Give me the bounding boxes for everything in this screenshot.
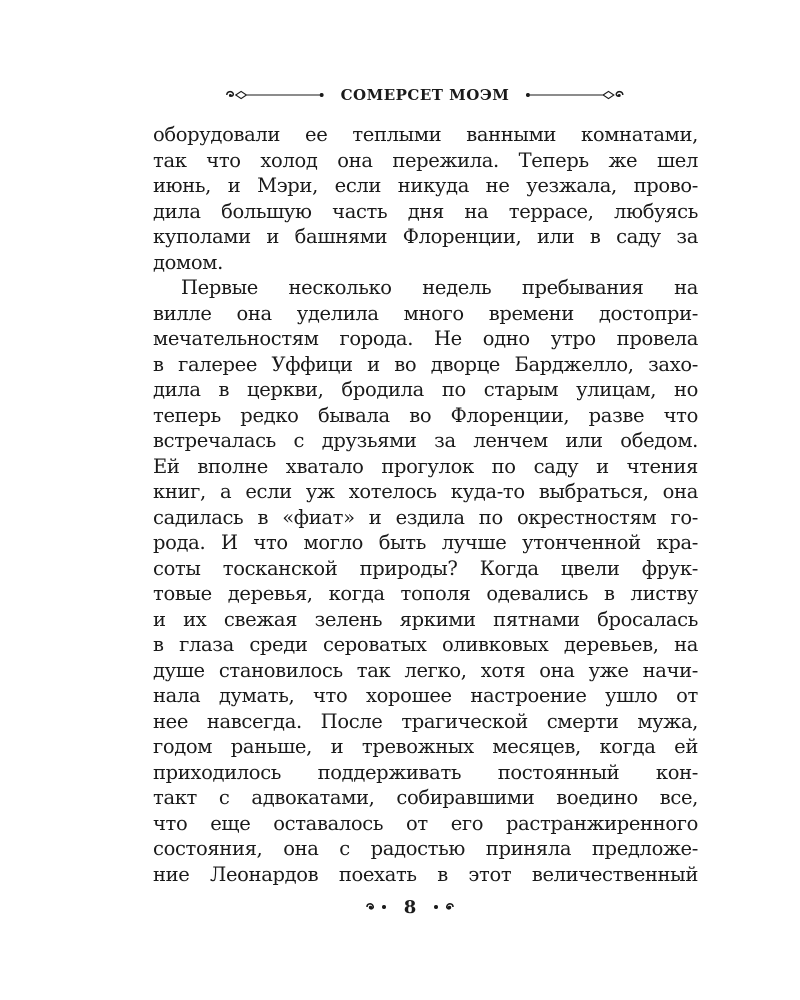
text-line: рода. И что могло быть лучше утонченной кра- [153,531,698,554]
text-line: книг, а если уж хотелось куда-то выбраться, она [153,480,698,503]
right-flourish-ornament-icon [519,87,625,103]
text-line: годом раньше, и тревожных месяцев, когда ей [153,735,698,758]
text-line: садилась в «фиат» и ездила по окрестностям го- [153,505,698,529]
text-line: встречалась с друзьями за ленчем или обедом. [153,429,698,452]
left-folio-ornament-icon [364,900,396,914]
body-text [153,122,698,887]
text-line: приходилось поддерживать постоянный кон- [153,760,698,784]
text-line: ние Леонардов поехать в этот величественный [153,862,698,886]
text-line: в глаза среди сероватых оливковых деревьев, на [153,633,698,656]
text-line: в галерее Уффици и во дворце Барджелло, захо- [153,352,698,376]
text-line: вилле она уделила много времени достопри- [153,301,698,325]
text-line: мечательностям города. Не одно утро провела [153,327,698,350]
text-line: июнь, и Мэри, если никуда не уезжала, прово- [153,174,698,197]
text-line: такт с адвокатами, собиравшими воедино все, [153,786,698,809]
text-line: оборудовали ее теплыми ванными комнатами, [153,123,698,146]
running-header-author: СОМЕРСЕТ МОЭМ [340,86,510,104]
text-line: состояния, она с радостью приняла предложе- [153,837,698,860]
text-line: домом. [153,250,223,274]
text-line: нала думать, что хорошее настроение ушло от [153,684,698,707]
text-line: дила большую часть дня на террасе, любуясь [153,199,698,223]
text-line: куполами и башнями Флоренции, или в саду за [153,225,698,248]
right-folio-ornament-icon [424,900,456,914]
text-line: теперь редко бывала во Флоренции, разве что [153,403,698,427]
text-line: и их свежая зелень яркими пятнами бросалась [153,607,698,631]
page-number: 8 [403,896,417,918]
text-line: так что холод она пережила. Теперь же шел [153,148,698,172]
text-line: дила в церкви, бродила по старым улицам, но [153,378,698,401]
text-line: Первые несколько недель пребывания на [181,276,698,299]
text-line: что еще оставалось от его растранжиренного [153,811,698,835]
left-flourish-ornament-icon [225,87,331,103]
text-line: соты тосканской природы? Когда цвели фрук- [153,556,698,580]
running-header [225,80,625,110]
text-line: нее навсегда. После трагической смерти мужа, [153,709,698,733]
text-line: душе становилось так легко, хотя она уже начи- [153,658,698,682]
text-line: товые деревья, когда тополя одевались в листву [153,582,698,605]
page-folio [350,892,470,922]
text-line: Ей вполне хватало прогулок по саду и чтения [153,454,698,478]
